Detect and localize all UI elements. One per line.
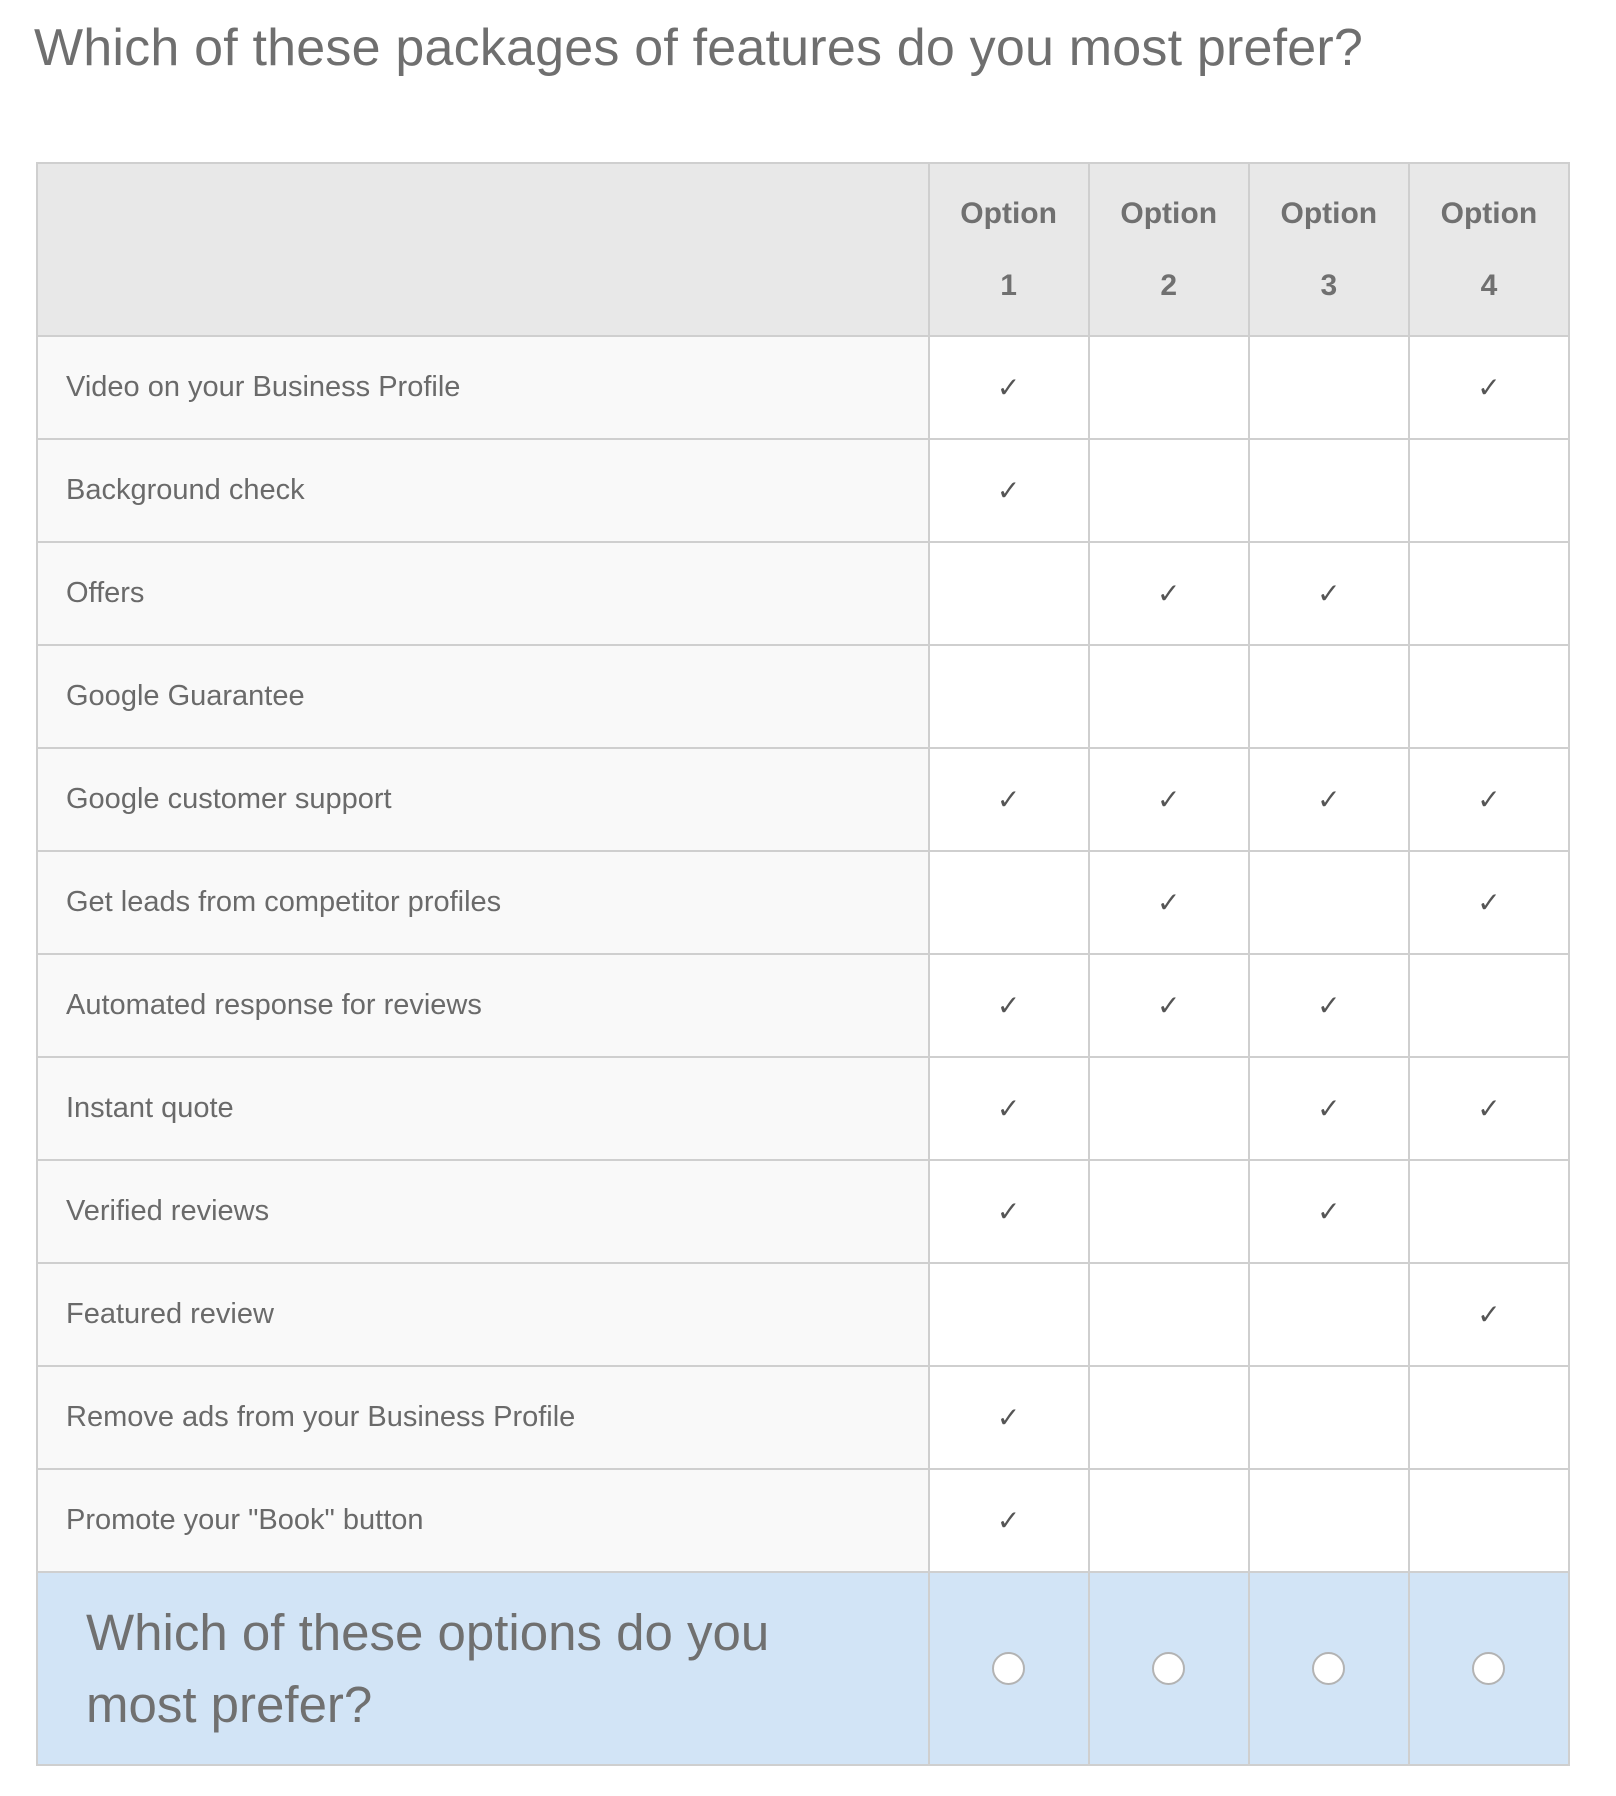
option-1-cell bbox=[929, 542, 1089, 645]
checkmark-icon: ✓ bbox=[1156, 578, 1181, 609]
feature-label: Automated response for reviews bbox=[37, 954, 929, 1057]
header-option-4 bbox=[1409, 163, 1569, 336]
option-2-cell bbox=[1089, 1366, 1249, 1469]
option-1-cell bbox=[929, 748, 1089, 851]
feature-comparison-table bbox=[36, 162, 1570, 1766]
header-option-word: Option bbox=[960, 196, 1057, 230]
option-1-cell bbox=[929, 954, 1089, 1057]
option-2-cell bbox=[1089, 1160, 1249, 1263]
feature-row bbox=[37, 336, 1569, 439]
option-4-cell bbox=[1409, 954, 1569, 1057]
option-3-cell bbox=[1249, 1057, 1409, 1160]
header-option-word: Option bbox=[1440, 196, 1538, 230]
header-option-number: 2 bbox=[1160, 268, 1178, 302]
option-2-cell bbox=[1089, 1057, 1249, 1160]
option-3-cell bbox=[1249, 439, 1409, 542]
feature-row bbox=[37, 439, 1569, 542]
header-option-number: 4 bbox=[1480, 268, 1498, 302]
option-1-cell bbox=[929, 645, 1089, 748]
checkmark-icon: ✓ bbox=[996, 1505, 1021, 1536]
feature-row bbox=[37, 1057, 1569, 1160]
checkmark-icon: ✓ bbox=[1317, 1093, 1341, 1124]
option-2-cell bbox=[1089, 645, 1249, 748]
feature-label: Verified reviews bbox=[37, 1160, 929, 1263]
option-4-cell bbox=[1409, 851, 1569, 954]
checkmark-icon: ✓ bbox=[996, 1196, 1021, 1227]
checkmark-icon: ✓ bbox=[996, 990, 1021, 1021]
option-4-cell bbox=[1409, 1263, 1569, 1366]
option-4-radio[interactable] bbox=[1472, 1652, 1505, 1685]
answer-cell-option-3 bbox=[1249, 1572, 1409, 1765]
feature-rows bbox=[37, 336, 1569, 1572]
option-1-cell bbox=[929, 336, 1089, 439]
checkmark-icon: ✓ bbox=[996, 1093, 1021, 1124]
option-2-cell bbox=[1089, 1263, 1249, 1366]
option-4-cell bbox=[1409, 645, 1569, 748]
option-2-cell bbox=[1089, 851, 1249, 954]
option-3-cell bbox=[1249, 1160, 1409, 1263]
header-row bbox=[37, 163, 1569, 336]
checkmark-icon: ✓ bbox=[996, 475, 1021, 506]
option-1-cell bbox=[929, 851, 1089, 954]
checkmark-icon: ✓ bbox=[996, 1402, 1021, 1433]
feature-row bbox=[37, 954, 1569, 1057]
question-title: Which of these packages of features do you most prefer? bbox=[34, 19, 1364, 77]
checkmark-icon: ✓ bbox=[1477, 372, 1501, 403]
feature-row bbox=[37, 542, 1569, 645]
option-3-cell bbox=[1249, 1366, 1409, 1469]
option-2-cell bbox=[1089, 542, 1249, 645]
answer-question-line-2: most prefer? bbox=[86, 1675, 373, 1733]
option-3-cell bbox=[1249, 336, 1409, 439]
answer-row bbox=[37, 1572, 1569, 1765]
option-1-radio[interactable] bbox=[992, 1652, 1025, 1685]
header-option-number: 1 bbox=[1000, 268, 1017, 302]
header-option-3 bbox=[1249, 163, 1409, 336]
checkmark-icon: ✓ bbox=[996, 784, 1021, 815]
header-option-word: Option bbox=[1280, 196, 1378, 230]
option-2-cell bbox=[1089, 439, 1249, 542]
option-3-cell bbox=[1249, 1469, 1409, 1572]
option-1-cell bbox=[929, 1469, 1089, 1572]
checkmark-icon: ✓ bbox=[1317, 1196, 1341, 1227]
feature-label: Featured review bbox=[37, 1263, 929, 1366]
checkmark-icon: ✓ bbox=[1156, 784, 1181, 815]
feature-label: Offers bbox=[37, 542, 929, 645]
feature-row bbox=[37, 1366, 1569, 1469]
option-4-cell bbox=[1409, 1366, 1569, 1469]
feature-row bbox=[37, 748, 1569, 851]
answer-cell-option-1 bbox=[929, 1572, 1089, 1765]
feature-label: Video on your Business Profile bbox=[37, 336, 929, 439]
answer-cell-option-4 bbox=[1409, 1572, 1569, 1765]
checkmark-icon: ✓ bbox=[1477, 887, 1501, 918]
feature-row bbox=[37, 1469, 1569, 1572]
option-3-cell bbox=[1249, 645, 1409, 748]
option-3-cell bbox=[1249, 748, 1409, 851]
feature-row bbox=[37, 1160, 1569, 1263]
feature-label: Remove ads from your Business Profile bbox=[37, 1366, 929, 1469]
feature-row bbox=[37, 645, 1569, 748]
option-2-cell bbox=[1089, 336, 1249, 439]
feature-label: Instant quote bbox=[37, 1057, 929, 1160]
header-option-2 bbox=[1089, 163, 1249, 336]
option-3-cell bbox=[1249, 1263, 1409, 1366]
checkmark-icon: ✓ bbox=[996, 372, 1021, 403]
option-1-cell bbox=[929, 439, 1089, 542]
option-4-cell bbox=[1409, 1160, 1569, 1263]
option-4-cell bbox=[1409, 748, 1569, 851]
answer-cell-option-2 bbox=[1089, 1572, 1249, 1765]
option-1-cell bbox=[929, 1263, 1089, 1366]
checkmark-icon: ✓ bbox=[1156, 887, 1181, 918]
checkmark-icon: ✓ bbox=[1317, 784, 1341, 815]
option-2-cell bbox=[1089, 1469, 1249, 1572]
option-2-radio[interactable] bbox=[1152, 1652, 1185, 1685]
feature-label: Get leads from competitor profiles bbox=[37, 851, 929, 954]
checkmark-icon: ✓ bbox=[1477, 1093, 1501, 1124]
header-feature-blank bbox=[37, 163, 929, 336]
feature-label: Promote your "Book" button bbox=[37, 1469, 929, 1572]
checkmark-icon: ✓ bbox=[1477, 784, 1501, 815]
option-4-cell bbox=[1409, 1057, 1569, 1160]
answer-question-label bbox=[37, 1572, 929, 1765]
header-option-number: 3 bbox=[1320, 268, 1338, 302]
checkmark-icon: ✓ bbox=[1477, 1299, 1501, 1330]
option-2-cell bbox=[1089, 748, 1249, 851]
option-1-cell bbox=[929, 1057, 1089, 1160]
feature-label: Background check bbox=[37, 439, 929, 542]
answer-question-line-1: Which of these options do you bbox=[86, 1603, 770, 1661]
option-1-cell bbox=[929, 1160, 1089, 1263]
option-4-cell bbox=[1409, 336, 1569, 439]
feature-row bbox=[37, 1263, 1569, 1366]
checkmark-icon: ✓ bbox=[1317, 578, 1341, 609]
feature-row bbox=[37, 851, 1569, 954]
option-3-cell bbox=[1249, 954, 1409, 1057]
checkmark-icon: ✓ bbox=[1317, 990, 1341, 1021]
option-3-cell bbox=[1249, 851, 1409, 954]
option-1-cell bbox=[929, 1366, 1089, 1469]
option-4-cell bbox=[1409, 439, 1569, 542]
option-4-cell bbox=[1409, 542, 1569, 645]
option-2-cell bbox=[1089, 954, 1249, 1057]
header-option-1 bbox=[929, 163, 1089, 336]
header-option-word: Option bbox=[1120, 196, 1218, 230]
feature-label: Google Guarantee bbox=[37, 645, 929, 748]
checkmark-icon: ✓ bbox=[1156, 990, 1181, 1021]
option-4-cell bbox=[1409, 1469, 1569, 1572]
option-3-cell bbox=[1249, 542, 1409, 645]
option-3-radio[interactable] bbox=[1312, 1652, 1345, 1685]
feature-label: Google customer support bbox=[37, 748, 929, 851]
